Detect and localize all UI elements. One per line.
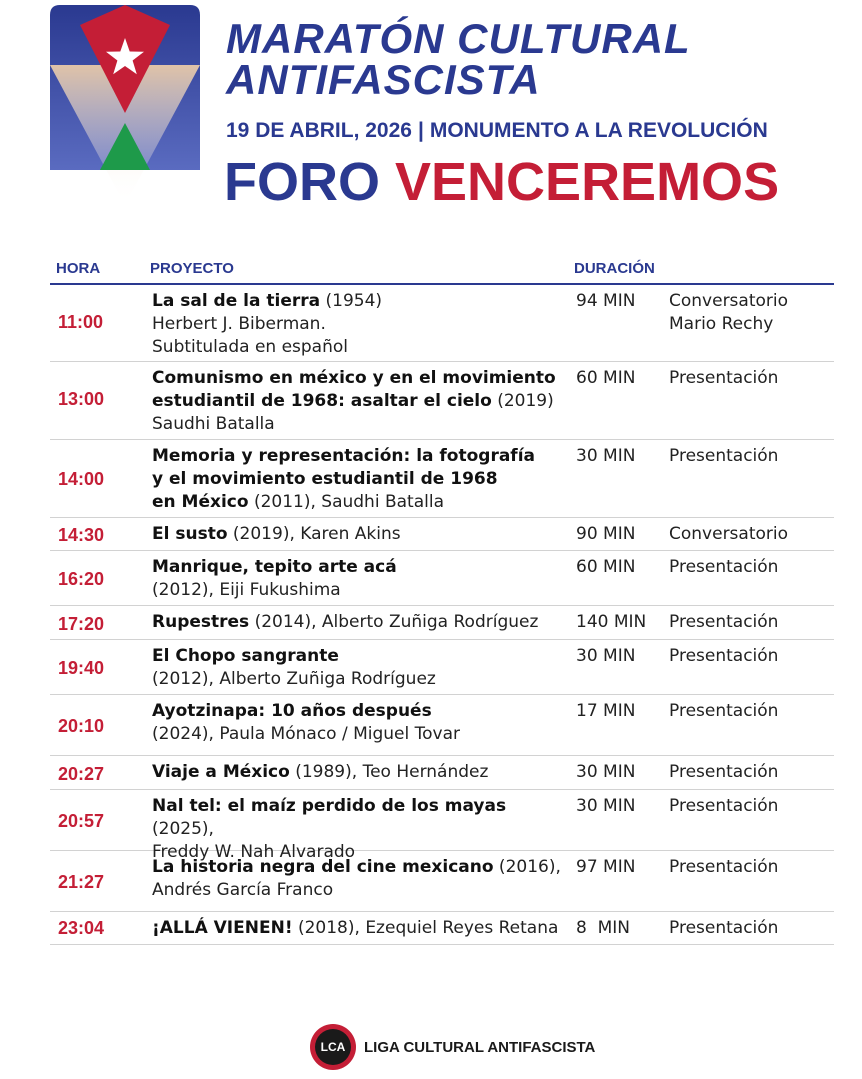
project-details: (2016), Andrés García Franco xyxy=(152,857,561,900)
row-time: 11:00 xyxy=(58,312,104,332)
row-duration: 90 MIN xyxy=(576,524,636,544)
column-header-hora: HORA xyxy=(56,260,101,277)
row-project xyxy=(152,445,567,514)
project-title: La historia negra del cine mexicano xyxy=(152,857,494,877)
project-details: (2019), Karen Akins xyxy=(227,524,401,544)
forum-word-foro: FORO xyxy=(224,152,380,212)
row-project xyxy=(152,856,567,902)
table-row xyxy=(50,551,834,606)
row-duration: 30 MIN xyxy=(576,446,636,466)
row-duration: 17 MIN xyxy=(576,701,636,721)
row-activity: Presentación xyxy=(669,557,779,577)
project-title: Nal tel: el maíz perdido de los mayas xyxy=(152,796,507,816)
row-project xyxy=(152,523,567,546)
row-activity: Presentación xyxy=(669,368,779,388)
column-header-duracion: DURACIÓN xyxy=(574,260,655,277)
row-duration: 30 MIN xyxy=(576,796,636,816)
row-duration: 140 MIN xyxy=(576,612,647,632)
row-duration: 8 MIN xyxy=(576,918,631,938)
project-details: (2012), Eiji Fukushima xyxy=(152,580,341,600)
row-time: 20:27 xyxy=(58,764,105,784)
event-title: MARATÓN CULTURAL ANTIFASCISTA xyxy=(226,15,691,103)
row-activity: Conversatorio Mario Rechy xyxy=(669,291,789,334)
lca-badge-icon: LCA xyxy=(310,1024,356,1070)
project-title: Viaje a México xyxy=(152,762,290,782)
table-row xyxy=(50,695,834,756)
project-details: (1954) Herbert J. Biberman. Subtitulada en español xyxy=(152,291,383,357)
row-duration: 60 MIN xyxy=(576,557,636,577)
row-time: 16:20 xyxy=(58,569,105,589)
project-details: (2025), Freddy W. Nah Alvarado xyxy=(152,819,356,862)
event-date: 19 DE ABRIL, 2026 xyxy=(226,119,412,142)
row-duration: 30 MIN xyxy=(576,762,636,782)
table-row xyxy=(50,440,834,518)
row-duration: 97 MIN xyxy=(576,857,636,877)
table-row xyxy=(50,790,834,862)
project-title: Comunismo en méxico y en el movimiento estudiantil de 1968: asaltar el cielo xyxy=(152,368,556,411)
project-details: (1989), Teo Hernández xyxy=(289,762,489,782)
row-project xyxy=(152,367,567,436)
row-activity: Presentación xyxy=(669,762,779,782)
row-duration: 60 MIN xyxy=(576,368,636,388)
row-project xyxy=(152,700,567,746)
column-header-proyecto: PROYECTO xyxy=(150,260,234,277)
row-time: 23:04 xyxy=(58,918,105,938)
project-details: (2012), Alberto Zuñiga Rodríguez xyxy=(152,669,436,689)
footer-brand xyxy=(310,1022,595,1072)
separator: | xyxy=(417,119,424,142)
row-activity: Conversatorio xyxy=(669,524,789,544)
forum-word-venceremos: VENCEREMOS xyxy=(395,152,780,212)
row-time: 19:40 xyxy=(58,658,105,678)
row-project xyxy=(152,290,567,359)
row-project xyxy=(152,556,567,602)
row-activity: Presentación xyxy=(669,701,779,721)
row-time: 21:27 xyxy=(58,872,105,892)
forum-title xyxy=(224,150,844,214)
project-title: ¡ALLÁ VIENEN! xyxy=(152,918,293,938)
row-activity: Presentación xyxy=(669,918,779,938)
table-row xyxy=(50,362,834,440)
table-row xyxy=(50,606,834,640)
row-project xyxy=(152,645,567,691)
project-details: (2019) Saudhi Batalla xyxy=(152,391,554,434)
row-time: 20:10 xyxy=(58,716,105,736)
row-activity: Presentación xyxy=(669,612,779,632)
row-time: 14:30 xyxy=(58,525,105,545)
event-logo xyxy=(50,5,200,210)
table-row xyxy=(50,285,834,362)
table-row xyxy=(50,756,834,790)
table-row xyxy=(50,518,834,551)
row-activity: Presentación xyxy=(669,446,779,466)
project-details: (2014), Alberto Zuñiga Rodríguez xyxy=(249,612,539,632)
row-time: 13:00 xyxy=(58,389,105,409)
event-venue: MONUMENTO A LA REVOLUCIÓN xyxy=(429,119,768,142)
row-time: 17:20 xyxy=(58,614,105,634)
org-name: LIGA CULTURAL ANTIFASCISTA xyxy=(364,1038,596,1056)
project-title: Rupestres xyxy=(152,612,250,632)
row-time: 14:00 xyxy=(58,469,105,489)
row-duration: 94 MIN xyxy=(576,291,636,311)
row-activity: Presentación xyxy=(669,857,779,877)
project-details: (2024), Paula Mónaco / Miguel Tovar xyxy=(152,724,461,744)
row-time: 20:57 xyxy=(58,811,105,831)
table-row xyxy=(50,912,834,945)
row-project xyxy=(152,611,567,634)
event-subtitle xyxy=(226,119,846,143)
project-title: Memoria y representación: la fotografía y el movimiento estudiantil de 1968 en México xyxy=(152,446,536,512)
project-details: (2018), Ezequiel Reyes Retana xyxy=(292,918,559,938)
table-row xyxy=(50,640,834,695)
row-activity: Presentación xyxy=(669,646,779,666)
project-details: (2011), Saudhi Batalla xyxy=(248,492,444,512)
project-title: El Chopo sangrante xyxy=(152,646,339,666)
project-title: Ayotzinapa: 10 años después xyxy=(152,701,432,721)
project-title: El susto xyxy=(152,524,228,544)
row-activity: Presentación xyxy=(669,796,779,816)
row-duration: 30 MIN xyxy=(576,646,636,666)
project-title: Manrique, tepito arte acá xyxy=(152,557,397,577)
table-row xyxy=(50,851,834,912)
project-title: La sal de la tierra xyxy=(152,291,321,311)
row-project xyxy=(152,761,567,784)
row-project xyxy=(152,917,567,940)
